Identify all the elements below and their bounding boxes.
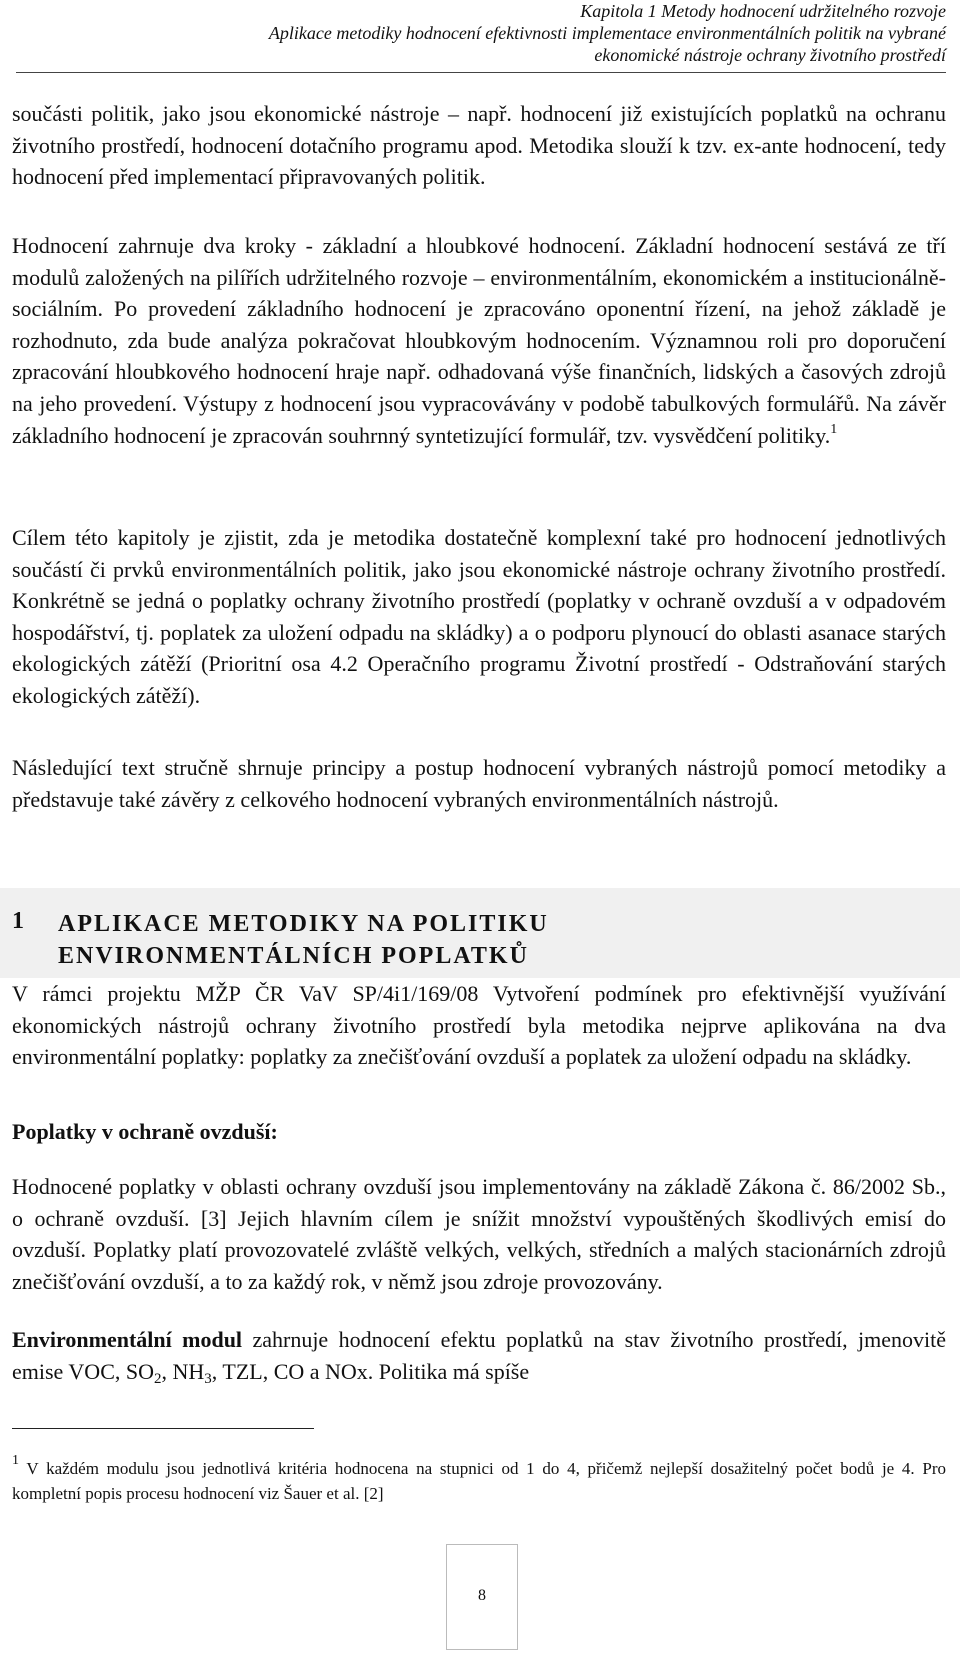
environmental-module-term: Environmentální modul [12,1327,243,1352]
footnote [12,1453,946,1506]
footnote-divider [12,1428,314,1429]
section-number: 1 [12,908,25,934]
header-chapter: Kapitola 1 Metody hodnocení udržitelného rozvoje [580,1,946,21]
paragraph-6: Hodnocené poplatky v oblasti ochrany ovzduší jsou implementovány na základě Zákona č. 86/2002 Sb., o ochraně ovzduší. [3] Jejich hlavním cílem je snížit množství vypouštěných škodlivých emisí do ovzduší. Poplatky platí provozovatelé zvláště velkých, velkých, středních a malých stacionárních zdrojů znečišťování ovzduší, a to za každý rok, v němž jsou zdroje provozovány. [12,1174,946,1294]
header-title-line2: ekonomické nástroje ochrany životního prostředí [594,45,946,65]
section-heading [0,888,960,978]
subheading-air: Poplatky v ochraně ovzduší: [12,1119,278,1144]
header-title-line1: Aplikace metodiky hodnocení efektivnosti implementace environmentálních politik na vybrané [268,23,946,43]
paragraph-7: Environmentální modul zahrnuje hodnocení efektu poplatků na stav životního prostředí, jmenovitě emise VOC, $SO_2$, $NH_3$, TZL, CO a NOx. Politika má spíše [12,1327,946,1387]
footnote-reference: 1 [830,421,838,437]
paragraph-3: Cílem této kapitoly je zjistit, zda je metodika dostatečně komplexní také pro hodnocení jednotlivých součástí či prvků environmentálních politik, jako jsou ekonomické nástroje ochrany životního prostředí. Konkrétně se jedná o poplatky ochrany životního prostředí (poplatky v ochraně ovzduší a v odpadovém hospodářství, tj. poplatek za uložení odpadu na skládky) a o podporu plynoucí do oblasti asanace starých ekologických zátěží (Prioritní osa 4.2 Operačního programu Životní prostředí - Odstraňování starých ekologických zátěží). [12,525,946,708]
paragraph-5: V rámci projektu MŽP ČR VaV SP/4i1/169/08 Vytvoření podmínek pro efektivnější využívání ekonomických nástrojů ochrany životního prostředí byla metodika nejprve aplikována na dva environmentální poplatky: poplatky za znečišťování ovzduší a poplatek za uložení odpadu na skládky. [12,981,946,1070]
page-number: 8 [478,1587,486,1604]
footnote-text: V každém modulu jsou jednotlivá kritéria hodnocena na stupnici od 1 do 4, přičemž nejlepší dosažitelný počet bodů je 4. Pro kompletní popis procesu hodnocení viz Šauer et al. [2] [12,1459,946,1503]
footnote-marker: 1 [12,1453,19,1468]
paragraph-2-text: Hodnocení zahrnuje dva kroky - základní a hloubkové hodnocení. Základní hodnocení sestává ze tří modulů založených na pilířích udržitelného rozvoje – environmentálním, ekonomickém a institucionálně-sociálním. Po provedení základního hodnocení je zpracováno oponentní řízení, na jehož základě je rozhodnuto, zda bude analýza pokračovat hloubkovým hodnocením. Významnou roli pro doporučení zpracování hloubkového hodnocení hraje např. odhadovaná výše finančních, lidských a časových zdrojů na jeho provedení. Výstupy z hodnocení jsou vypracovávány v podobě tabulkových formulářů. Na závěr základního hodnocení je zpracován souhrnný syntetizující formulář, tzv. vysvědčení politiky. [12,233,946,448]
paragraph-1: součásti politik, jako jsou ekonomické nástroje – např. hodnocení již existujících poplatků na ochranu životního prostředí, hodnocení dotačního programu apod. Metodika slouží k tzv. ex-ante hodnocení, tedy hodnocení před implementací připravovaných politik. [12,101,946,190]
page-number-box [446,1544,518,1650]
running-header [16,0,946,73]
paragraph-4: Následující text stručně shrnuje principy a postup hodnocení vybraných nástrojů pomocí metodiky a představuje také závěry z celkového hodnocení vybraných environmentálních nástrojů. [12,755,946,812]
paragraph-2 [12,230,946,451]
section-title: APLIKACE METODIKY NA POLITIKU ENVIRONMENTÁLNÍCH POPLATKŮ [58,911,549,969]
